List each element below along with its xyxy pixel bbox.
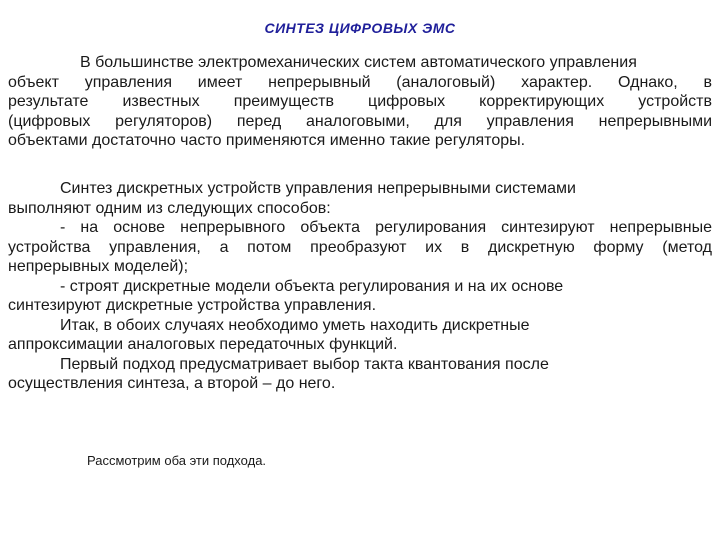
closing-sentence: Рассмотрим оба эти подхода. bbox=[87, 453, 267, 468]
methods-paragraph bbox=[8, 179, 712, 394]
text-line: Первый подход предусматривает выбор такта квантования после bbox=[60, 355, 549, 373]
list-item-line: - на основе непрерывного объекта регулирования синтезируют непрерывные bbox=[60, 219, 712, 236]
text-line: результате известных преимуществ цифровых корректирующих устройств bbox=[8, 93, 712, 110]
text-line: В большинстве электромеханических систем автоматического управления bbox=[80, 54, 637, 71]
slide-title: СИНТЕЗ ЦИФРОВЫХ ЭМС bbox=[264, 20, 456, 36]
text-line: выполняют одним из следующих способов: bbox=[8, 199, 331, 217]
text-line: (цифровых регуляторов) перед аналоговыми, для управления непрерывными bbox=[8, 112, 712, 130]
intro-paragraph bbox=[8, 53, 712, 151]
text-line: Синтез дискретных устройств управления непрерывными системами bbox=[60, 180, 576, 197]
text-line: Итак, в обоих случаях необходимо уметь находить дискретные bbox=[60, 316, 530, 334]
text-line: устройства управления, а потом преобразуют их в дискретную форму (метод bbox=[8, 238, 712, 256]
text-line: объект управления имеет непрерывный (аналоговый) характер. Однако, в bbox=[8, 73, 712, 91]
text-line: аппроксимации аналоговых передаточных функций. bbox=[8, 336, 398, 353]
list-item-line: - строят дискретные модели объекта регулирования и на их основе bbox=[60, 277, 564, 295]
text-line: объектами достаточно часто применяются именно такие регуляторы. bbox=[8, 132, 526, 149]
text-line: осуществления синтеза, а второй – до него. bbox=[8, 375, 336, 392]
text-line: непрерывных моделей); bbox=[8, 258, 189, 275]
text-line: синтезируют дискретные устройства управления. bbox=[8, 297, 377, 314]
